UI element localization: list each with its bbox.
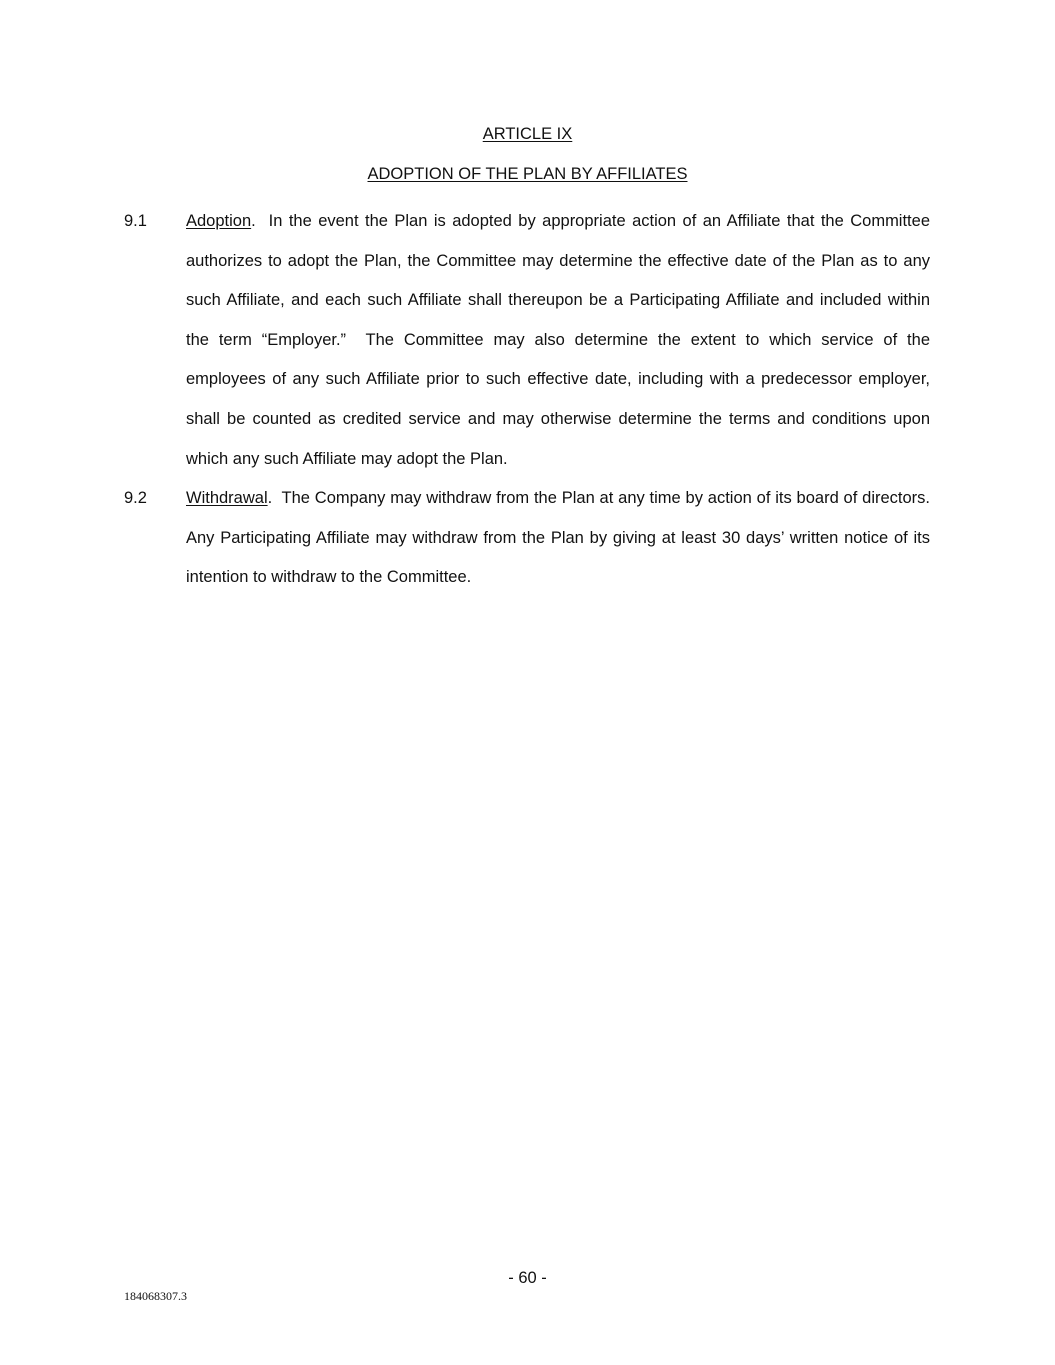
section-caption: Adoption: [186, 212, 252, 230]
article-subtitle: [0, 164, 1055, 184]
section-adoption: [124, 202, 935, 479]
section-caption: Withdrawal: [186, 489, 268, 507]
section-body: [186, 479, 940, 598]
section-number: 9.1: [124, 212, 147, 230]
section-withdrawal: [124, 479, 940, 598]
section-caption-punct: .: [251, 212, 256, 230]
article-title-text: ARTICLE IX: [482, 125, 573, 143]
section-number: 9.2: [124, 489, 147, 507]
article-title: [0, 124, 1055, 144]
article-subtitle-text: ADOPTION OF THE PLAN BY AFFILIATES: [367, 165, 688, 183]
section-text: The Company may withdraw from the Plan at any time by action of its board of directors. Any Participating Affiliate may withdraw from the Plan by giving at least 30 days’ written notice of its intention to withdraw to the Committee.: [186, 489, 940, 587]
section-body: [186, 202, 935, 479]
page-number: - 60 -: [508, 1269, 547, 1287]
document-id: 184068307.3: [124, 1289, 187, 1303]
section-caption-punct: .: [267, 489, 273, 507]
section-text: In the event the Plan is adopted by appropriate action of an Affiliate that the Committee authorizes to adopt the Plan, the Committee may determine the effective date of the Plan as to any such Affiliate, and each such Affiliate shall thereupon be a Participating Affiliate and included within the term “Employer.” The Committee may also determine the extent to which service of the employees of any such Affiliate prior to such effective date, including with a predecessor employer, shall be counted as credited service and may otherwise determine the terms and conditions upon which any such Affiliate may adopt the Plan.: [186, 212, 935, 468]
